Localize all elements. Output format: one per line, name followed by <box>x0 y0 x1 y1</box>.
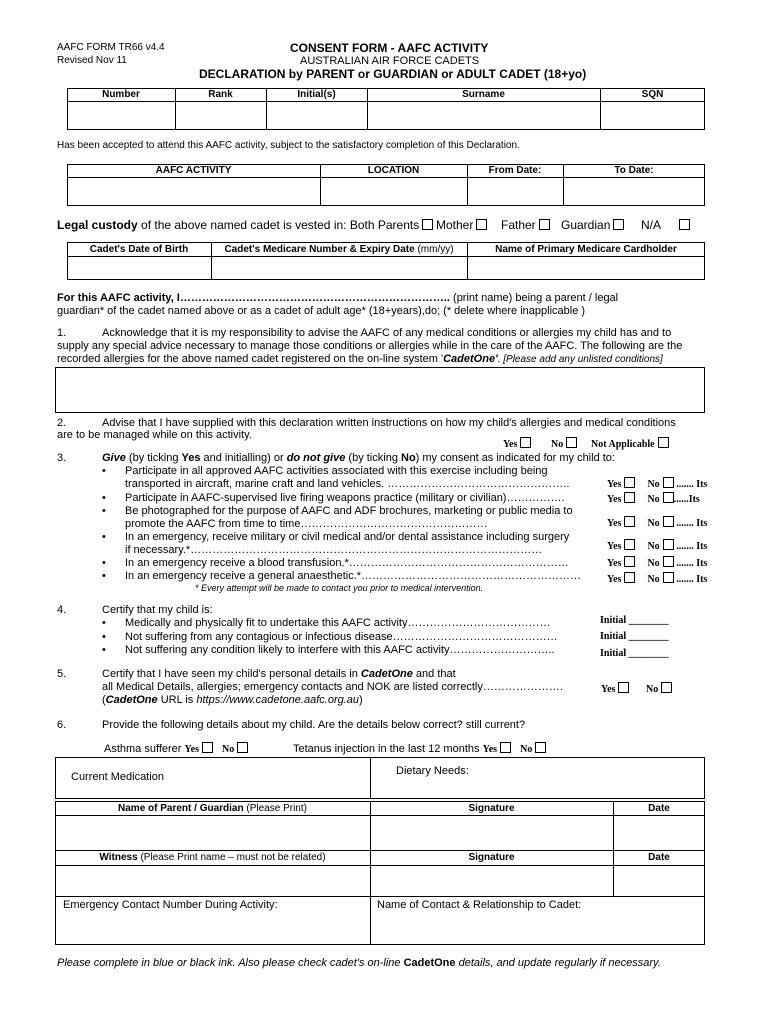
item3-b2: Participate in AAFC-supervised live firing weapons practice (military or civilian)……………. <box>125 492 565 504</box>
witness-name-input[interactable] <box>56 866 369 895</box>
no-label: No <box>647 494 660 505</box>
emergency-contact-input[interactable] <box>56 913 369 944</box>
cadetone-ref: CadetOne' <box>443 353 498 365</box>
item3-r4 <box>607 539 707 552</box>
declaration-line-1 <box>57 292 618 304</box>
activity-input[interactable] <box>68 178 319 205</box>
col-cardholder: Name of Primary Medicare Cardholder <box>495 244 677 255</box>
from-date-input[interactable] <box>468 178 562 205</box>
item4-b1: Medically and physically fit to undertake this AAFC activity………………………………… <box>125 617 551 629</box>
item4-number: 4. <box>57 604 67 616</box>
custody-father <box>501 218 550 232</box>
col-medicare <box>211 244 467 255</box>
father-checkbox[interactable] <box>539 219 550 230</box>
medicare-header: Cadet's Medicare Number & Expiry Date <box>224 244 415 255</box>
cadetone-url[interactable]: https://www.cadetone.aafc.org.au <box>196 694 360 706</box>
form-id: AAFC FORM TR66 v4.4 <box>57 42 165 53</box>
custody-label: Legal custody <box>57 218 138 232</box>
col-surname: Surname <box>462 89 505 100</box>
custody-na <box>641 218 690 232</box>
its-field[interactable]: ....... Its <box>676 574 708 585</box>
custody-text: of the above named cadet is vested in: Both Parents <box>137 218 420 232</box>
parent-name-header <box>55 803 370 814</box>
item3-r3 <box>607 516 707 529</box>
emergency-contact-label: Emergency Contact Number During Activity: <box>63 899 278 911</box>
item2-yes-checkbox[interactable] <box>520 437 531 448</box>
col-initials: Initial(s) <box>297 89 336 100</box>
item3-r1 <box>607 477 707 490</box>
asthma-row <box>104 742 248 755</box>
item5-no-checkbox[interactable] <box>661 682 672 693</box>
witness-header <box>55 852 370 863</box>
not-give-word: do not give <box>286 452 346 464</box>
parent-header-bold: Name of Parent / Guardian <box>118 803 244 814</box>
its-field[interactable]: ....... Its <box>676 479 708 490</box>
b6-yes-checkbox[interactable] <box>624 572 635 583</box>
its-field[interactable]: ....... Its <box>676 541 708 552</box>
allergies-input[interactable] <box>55 367 705 413</box>
witness-date-header: Date <box>648 852 670 863</box>
form-subtitle: DECLARATION by PARENT or GUARDIAN or ADULT CADET (18+yo) <box>199 67 587 81</box>
item2-line2: are to be managed while on this activity. <box>57 429 252 441</box>
footer-cadetone: CadetOne <box>403 957 456 969</box>
its-field[interactable]: ......Its <box>673 494 700 505</box>
item3-t4: ) my consent as indicated for my child to: <box>415 452 615 464</box>
paren-open: ( <box>102 694 106 706</box>
item5-line1 <box>102 668 456 680</box>
item1-line3 <box>57 353 663 365</box>
item1-number: 1. <box>57 327 67 339</box>
item5-l1c: and that <box>412 668 456 680</box>
b2-yes-checkbox[interactable] <box>624 492 635 503</box>
bullet-icon: • <box>102 531 106 543</box>
item3-r5 <box>607 556 707 569</box>
item2-no-checkbox[interactable] <box>566 437 577 448</box>
parent-date-input[interactable] <box>614 816 704 849</box>
no-label: No <box>222 744 235 755</box>
no-label: No <box>647 518 660 529</box>
asthma-label: Asthma sufferer <box>104 743 182 755</box>
item3-b1-l2: transported in aircraft, marine craft and land vehicles. ………………………………………….. <box>125 478 570 490</box>
item3-b4-l2: if necessary.*…………………………………………………………………………………… <box>125 544 543 556</box>
its-field[interactable]: ....... Its <box>676 558 708 569</box>
no-label: No <box>647 479 660 490</box>
no-label: No <box>647 574 660 585</box>
signature-header: Signature <box>468 803 515 814</box>
na-checkbox[interactable] <box>679 219 690 230</box>
b2-no-checkbox[interactable] <box>663 492 674 503</box>
item3-t3: (by ticking <box>345 452 401 464</box>
bullet-icon: • <box>102 631 106 643</box>
current-medication-input[interactable] <box>56 785 369 798</box>
dietary-needs-input[interactable] <box>371 779 704 798</box>
item5-l1a: Certify that I have seen my child's personal details in <box>102 668 361 680</box>
col-number: Number <box>102 89 140 100</box>
b5-no-checkbox[interactable] <box>663 556 674 567</box>
no-label: No <box>647 558 660 569</box>
number-input[interactable] <box>68 102 174 129</box>
item3-b6: In an emergency receive a general anaesthetic.*…………………………………………………… <box>125 570 582 582</box>
its-field[interactable]: ....... Its <box>676 518 708 529</box>
col-from-date: From Date: <box>488 165 542 176</box>
rank-input[interactable] <box>176 102 265 129</box>
declaration-line1-rest: (print name) being a parent / legal <box>449 292 619 304</box>
item2-na-checkbox[interactable] <box>658 437 669 448</box>
bullet-icon: • <box>102 617 106 629</box>
guardian-checkbox[interactable] <box>613 219 624 230</box>
item3-r6 <box>607 572 707 585</box>
col-sqn: SQN <box>641 89 664 100</box>
no-label: No <box>647 541 660 552</box>
item3-t2: and initialling) or <box>200 452 287 464</box>
cardholder-input[interactable] <box>468 257 704 279</box>
item4-intro: Certify that my child is: <box>102 604 213 616</box>
col-to-date: To Date: <box>614 165 654 176</box>
col-location: LOCATION <box>367 165 420 176</box>
item3-b1-l1: Participate in all approved AAFC activities associated with this exercise including being <box>125 465 548 477</box>
surname-input[interactable] <box>368 102 599 129</box>
asthma-yes-checkbox[interactable] <box>202 742 213 753</box>
bullet-icon: • <box>102 557 106 569</box>
yes-label: Yes <box>607 558 622 569</box>
item5-number: 5. <box>57 668 67 680</box>
item3-b3-l2: promote the AAFC from time to time…………………………………………… <box>125 518 488 530</box>
give-word: Give <box>102 452 126 464</box>
b3-no-checkbox[interactable] <box>663 516 674 527</box>
yes-label: Yes <box>184 744 199 755</box>
current-medication-label: Current Medication <box>71 771 164 783</box>
cadetone-ref: CadetOne <box>105 694 158 706</box>
parent-name-input[interactable] <box>56 816 369 849</box>
sqn-input[interactable] <box>601 102 704 129</box>
item3-t1: (by ticking <box>125 452 182 464</box>
tetanus-row <box>293 742 546 755</box>
bullet-icon: • <box>102 465 106 477</box>
tetanus-label: Tetanus injection in the last 12 months <box>293 743 480 755</box>
date-header: Date <box>648 803 670 814</box>
witness-signature-input[interactable] <box>371 866 612 895</box>
item1-line1: Acknowledge that it is my responsibility to advise the AAFC of any medical conditions or allergies my child has and to <box>102 327 672 339</box>
medicare-suffix: (mm/yy) <box>414 244 454 255</box>
item2-yes <box>503 437 531 450</box>
col-dob: Cadet's Date of Birth <box>89 244 189 255</box>
initial-field-1[interactable]: Initial ________ <box>600 615 669 626</box>
item6-number: 6. <box>57 719 67 731</box>
witness-date-input[interactable] <box>614 866 704 895</box>
item2-no-label: No <box>551 439 564 450</box>
yes-label: Yes <box>607 518 622 529</box>
item4-b3: Not suffering any condition likely to interfere with this AAFC activity……………………….. <box>125 644 555 656</box>
dietary-needs-label: Dietary Needs: <box>396 765 469 777</box>
b4-no-checkbox[interactable] <box>663 539 674 550</box>
b5-yes-checkbox[interactable] <box>624 556 635 567</box>
item1-line2: supply any special advice necessary to manage those conditions or allergies while in the care of the AAFC. The following are the <box>57 340 683 352</box>
initials-input[interactable] <box>267 102 366 129</box>
declaration-line-2: guardian* of the cadet named above or as a cadet of adult age* (18+years),do; (* delete where inapplicable ) <box>57 305 586 317</box>
b3-yes-checkbox[interactable] <box>624 516 635 527</box>
medical-intervention-note: * Every attempt will be made to contact you prior to medical intervention. <box>195 583 484 593</box>
mother-label: Mother <box>436 218 474 232</box>
col-rank: Rank <box>208 89 233 100</box>
contact-relationship-label: Name of Contact & Relationship to Cadet: <box>377 899 582 911</box>
item2-number: 2. <box>57 417 67 429</box>
yes-label: Yes <box>607 541 622 552</box>
item3-number: 3. <box>57 452 67 464</box>
item3-no-word: No <box>401 452 416 464</box>
bullet-icon: • <box>102 570 106 582</box>
col-activity: AAFC ACTIVITY <box>155 165 232 176</box>
dob-input[interactable] <box>68 257 210 279</box>
item2-yes-label: Yes <box>503 439 518 450</box>
custody-mother <box>436 218 487 232</box>
item5-no <box>646 682 672 695</box>
item5-line2: all Medical Details, allergies; emergency contacts and NOK are listed correctly…………………. <box>102 681 563 693</box>
bullet-icon: • <box>102 492 106 504</box>
no-label: No <box>646 684 659 695</box>
item1-l3a: recorded allergies for the above named cadet registered on the on-line system ' <box>57 353 444 365</box>
b6-no-checkbox[interactable] <box>663 572 674 583</box>
b4-yes-checkbox[interactable] <box>624 539 635 550</box>
medicare-input[interactable] <box>212 257 466 279</box>
custody-guardian <box>561 218 624 232</box>
initial-field-3[interactable]: Initial ________ <box>600 648 669 659</box>
custody-line <box>57 218 433 232</box>
print-name-field[interactable]: For this AAFC activity, I……………………………………………………………….. <box>57 292 450 304</box>
item6-text: Provide the following details about my child. Are the details below correct? still current? <box>102 719 526 731</box>
item3-intro <box>102 452 615 464</box>
item5-l3c: URL is <box>157 694 197 706</box>
footer-note <box>57 957 661 969</box>
to-date-input[interactable] <box>564 178 704 205</box>
no-label: No <box>520 744 533 755</box>
item5-line3 <box>102 694 363 706</box>
item2-na-label: Not Applicable <box>591 439 655 450</box>
revised-date: Revised Nov 11 <box>57 55 127 66</box>
item2-na <box>591 437 669 450</box>
asthma-no-checkbox[interactable] <box>237 742 248 753</box>
item1-note: . [Please add any unlisted conditions] <box>497 354 663 365</box>
yes-label: Yes <box>607 494 622 505</box>
location-input[interactable] <box>321 178 466 205</box>
bullet-icon: • <box>102 505 106 517</box>
guardian-label: Guardian <box>561 218 611 232</box>
initial-field-2[interactable]: Initial ________ <box>600 631 669 642</box>
yes-label: Yes <box>607 479 622 490</box>
contact-relationship-input[interactable] <box>371 913 704 944</box>
item3-b3-l1: Be photographed for the purpose of AAFC and ADF brochures, marketing or public media to <box>125 505 573 517</box>
item4-b2: Not suffering from any contagious or infectious disease……………………………………… <box>125 631 558 643</box>
witness-signature-header: Signature <box>468 852 515 863</box>
footer-c: details, and update regularly if necessary. <box>455 957 661 969</box>
both-parents-checkbox[interactable] <box>422 219 433 230</box>
father-label: Father <box>501 218 536 232</box>
bullet-icon: • <box>102 644 106 656</box>
paren-close: ) <box>359 694 363 706</box>
tetanus-yes-checkbox[interactable] <box>500 742 511 753</box>
item3-b4-l1: In an emergency, receive military or civil medical and/or dental assistance including surgery <box>125 531 570 543</box>
mother-checkbox[interactable] <box>476 219 487 230</box>
witness-header-bold: Witness <box>99 852 138 863</box>
accepted-statement: Has been accepted to attend this AAFC activity, subject to the satisfactory completion of this Declaration. <box>57 140 520 151</box>
footer-a: Please complete in blue or black ink. Also please check cadet's on-line <box>57 957 404 969</box>
witness-header-suffix: (Please Print name – must not be related) <box>137 852 326 863</box>
parent-signature-input[interactable] <box>371 816 612 849</box>
na-label: N/A <box>641 218 662 232</box>
form-title: CONSENT FORM - AAFC ACTIVITY <box>290 41 489 55</box>
item2-line1: Advise that I have supplied with this declaration written instructions on how my child's allergies and medical conditions <box>102 417 676 429</box>
item2-no <box>551 437 577 450</box>
b1-no-checkbox[interactable] <box>663 477 674 488</box>
yes-label: Yes <box>482 744 498 755</box>
organisation-name: AUSTRALIAN AIR FORCE CADETS <box>300 55 480 67</box>
item5-yes-checkbox[interactable] <box>618 682 629 693</box>
tetanus-no-checkbox[interactable] <box>535 742 546 753</box>
yes-label: Yes <box>601 684 616 695</box>
b1-yes-checkbox[interactable] <box>624 477 635 488</box>
cadetone-ref: CadetOne <box>360 668 413 680</box>
item3-yes-word: Yes <box>181 452 201 464</box>
item3-r2 <box>607 492 700 505</box>
item3-b5: In an emergency receive a blood transfusion.*…………………………………………………… <box>125 557 569 569</box>
item5-yes <box>601 682 629 695</box>
parent-header-suffix: (Please Print) <box>243 803 307 814</box>
yes-label: Yes <box>607 574 622 585</box>
